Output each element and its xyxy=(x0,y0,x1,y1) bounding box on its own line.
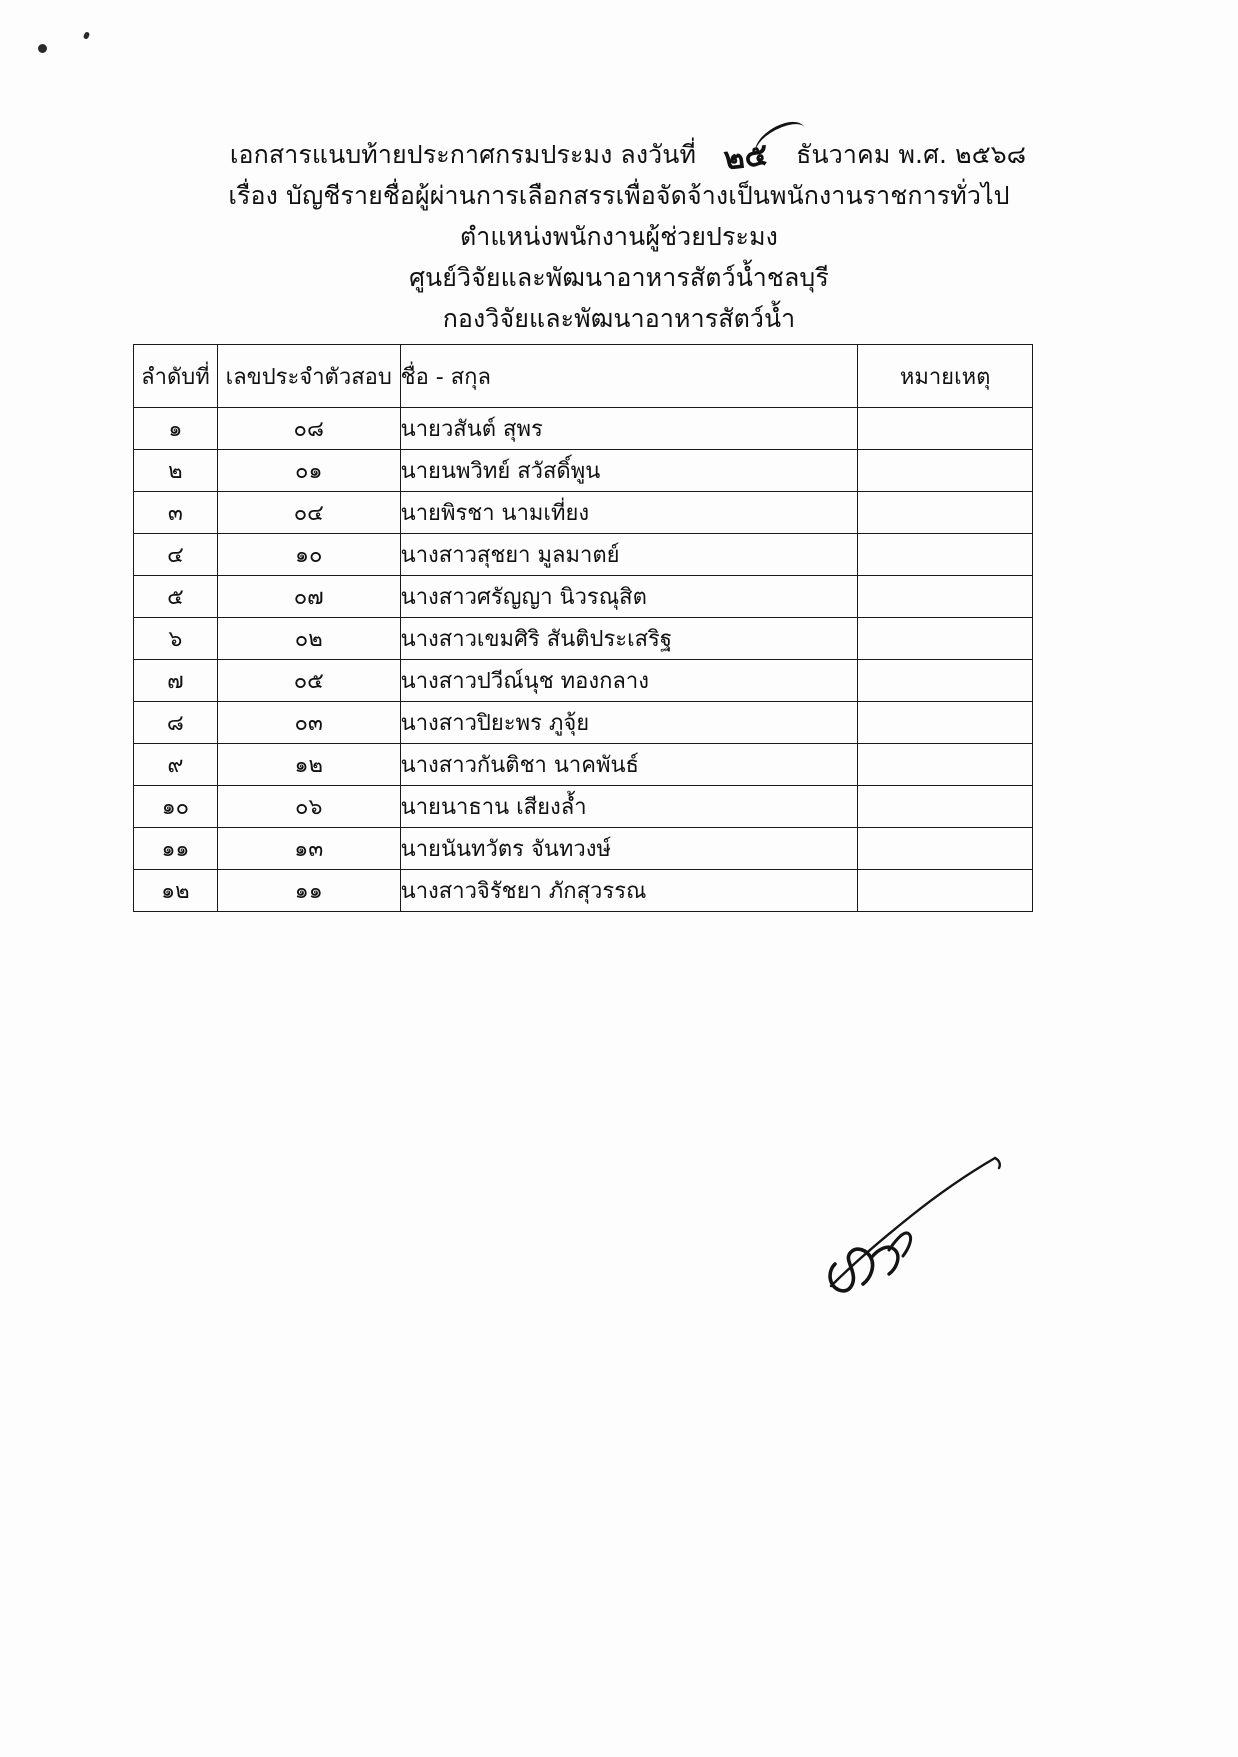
cell-no: ๑๐ xyxy=(134,786,218,828)
cell-note xyxy=(858,576,1033,618)
table-row xyxy=(134,660,1033,702)
cell-note xyxy=(858,450,1033,492)
cell-no: ๑๒ xyxy=(134,870,218,912)
cell-code: ๑๓ xyxy=(217,828,400,870)
cell-name: นางสาวปิยะพร ภูจุ้ย xyxy=(400,702,858,744)
cell-code: ๑๑ xyxy=(217,870,400,912)
cell-code: ๐๓ xyxy=(217,702,400,744)
cell-code: ๑๐ xyxy=(217,534,400,576)
column-header-note: หมายเหตุ xyxy=(858,345,1033,408)
cell-name: นางสาวสุชยา มูลมาตย์ xyxy=(400,534,858,576)
attachment-text-after-date: ธันวาคม พ.ศ. ๒๕๖๘ xyxy=(796,140,1027,169)
table-row xyxy=(134,576,1033,618)
roster-table-wrapper xyxy=(133,344,1033,912)
column-header-no: ลำดับที่ xyxy=(134,345,218,408)
cell-code: ๐๘ xyxy=(217,408,400,450)
attachment-text-before-date: เอกสารแนบท้ายประกาศกรมประมง ลงวันที่ xyxy=(229,140,697,169)
scan-speckle-icon xyxy=(83,31,90,39)
cell-no: ๑ xyxy=(134,408,218,450)
cell-name: นางสาวปวีณ์นุช ทองกลาง xyxy=(400,660,858,702)
cell-note xyxy=(858,870,1033,912)
cell-no: ๓ xyxy=(134,492,218,534)
cell-code: ๐๔ xyxy=(217,492,400,534)
cell-no: ๙ xyxy=(134,744,218,786)
cell-name: นายนพวิทย์ สวัสดิ์พูน xyxy=(400,450,858,492)
table-header-row xyxy=(134,345,1033,408)
cell-name: นายนันทวัตร จันทวงษ์ xyxy=(400,828,858,870)
table-row xyxy=(134,408,1033,450)
table-row xyxy=(134,786,1033,828)
cell-no: ๘ xyxy=(134,702,218,744)
cell-code: ๐๑ xyxy=(217,450,400,492)
table-head xyxy=(134,345,1033,408)
cell-code: ๐๕ xyxy=(217,660,400,702)
cell-note xyxy=(858,744,1033,786)
cell-code: ๐๖ xyxy=(217,786,400,828)
cell-no: ๕ xyxy=(134,576,218,618)
handwritten-date-value: ๒๕ xyxy=(722,134,771,180)
cell-note xyxy=(858,786,1033,828)
cell-code: ๐๒ xyxy=(217,618,400,660)
cell-no: ๖ xyxy=(134,618,218,660)
cell-code: ๑๒ xyxy=(217,744,400,786)
cell-no: ๔ xyxy=(134,534,218,576)
cell-note xyxy=(858,408,1033,450)
cell-name: นายนาธาน เสียงล้ำ xyxy=(400,786,858,828)
cell-no: ๑๑ xyxy=(134,828,218,870)
cell-name: นายพิรชา นามเที่ยง xyxy=(400,492,858,534)
cell-note xyxy=(858,534,1033,576)
cell-code: ๐๗ xyxy=(217,576,400,618)
cell-name: นางสาวกันติชา นาคพันธ์ xyxy=(400,744,858,786)
column-header-name: ชื่อ - สกุล xyxy=(400,345,858,408)
header-line-subject: เรื่อง บัญชีรายชื่อผู้ผ่านการเลือกสรรเพื่อจัดจ้างเป็นพนักงานราชการทั่วไป xyxy=(228,181,1010,210)
cell-note xyxy=(858,492,1033,534)
table-row xyxy=(134,702,1033,744)
roster-table xyxy=(133,344,1033,912)
table-row xyxy=(134,618,1033,660)
cell-note xyxy=(858,702,1033,744)
table-row xyxy=(134,492,1033,534)
handwritten-signature-icon xyxy=(823,1144,1013,1294)
cell-note xyxy=(858,660,1033,702)
header-line-position: ตำแหน่งพนักงานผู้ช่วยประมง xyxy=(460,222,778,251)
header-line-division: กองวิจัยและพัฒนาอาหารสัตว์น้ำ xyxy=(442,304,796,333)
document-header xyxy=(0,134,1238,339)
table-row xyxy=(134,744,1033,786)
cell-name: นางสาวจิรัชยา ภักสุวรรณ xyxy=(400,870,858,912)
cell-note xyxy=(858,828,1033,870)
table-body xyxy=(134,408,1033,912)
header-line-center: ศูนย์วิจัยและพัฒนาอาหารสัตว์น้ำชลบุรี xyxy=(409,263,829,292)
column-header-code: เลขประจำตัวสอบ xyxy=(217,345,400,408)
cell-name: นายวสันต์ สุพร xyxy=(400,408,858,450)
table-row xyxy=(134,450,1033,492)
scan-speckle-icon xyxy=(38,44,47,53)
table-row xyxy=(134,870,1033,912)
cell-name: นางสาวเขมศิริ สันติประเสริฐ xyxy=(400,618,858,660)
table-row xyxy=(134,534,1033,576)
cell-name: นางสาวศรัญญา นิวรณุสิต xyxy=(400,576,858,618)
header-line-attachment xyxy=(0,134,1238,178)
cell-note xyxy=(858,618,1033,660)
table-row xyxy=(134,828,1033,870)
cell-no: ๗ xyxy=(134,660,218,702)
cell-no: ๒ xyxy=(134,450,218,492)
